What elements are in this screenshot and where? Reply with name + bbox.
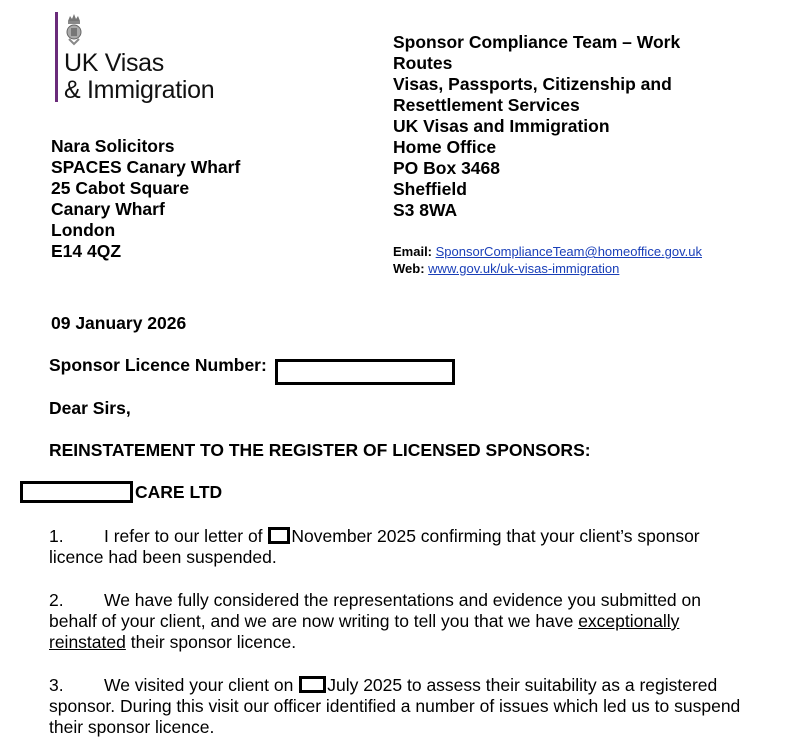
royal-crest-icon xyxy=(63,12,85,46)
company-suffix: CARE LTD xyxy=(135,482,223,502)
letter-date: 09 January 2026 xyxy=(51,313,187,333)
paragraph-text: July 2025 to assess their suitability as a registered sponsor. During this visit our officer identified a number of issues which led us to suspend their sponsor licence. xyxy=(49,675,741,737)
licence-label: Sponsor Licence Number: xyxy=(49,355,267,375)
sender-line: Visas, Passports, Citizenship and xyxy=(393,74,672,94)
paragraph-text: I refer to our letter of xyxy=(104,526,268,546)
salutation: Dear Sirs, xyxy=(49,398,131,418)
paragraph-number: 1. xyxy=(49,526,64,546)
paragraph-number: 3. xyxy=(49,675,64,695)
paragraph-text: their sponsor licence. xyxy=(125,632,297,652)
paragraph-text: We have fully considered the representations and evidence you submitted on behalf of your client, and we are now writing to tell you that we have xyxy=(49,590,701,631)
web-label: Web: xyxy=(393,261,425,276)
sender-line: Sponsor Compliance Team – Work xyxy=(393,32,681,52)
sender-line: S3 8WA xyxy=(393,200,458,220)
sender-line: Sheffield xyxy=(393,179,467,199)
recipient-line: Canary Wharf xyxy=(51,199,165,219)
email-label: Email: xyxy=(393,244,433,259)
sender-address xyxy=(393,32,733,221)
sender-line: PO Box 3468 xyxy=(393,158,500,178)
paragraph-text: November 2025 confirming that your client’s sponsor licence had been suspended. xyxy=(49,526,700,567)
underlined-text: exceptionally reinstated xyxy=(49,611,680,652)
paragraph-2 xyxy=(49,590,749,653)
redaction-box-date xyxy=(299,676,326,693)
recipient-line: E14 4QZ xyxy=(51,241,122,261)
email-link[interactable]: SponsorComplianceTeam@homeoffice.gov.uk xyxy=(435,244,702,259)
redaction-box-date xyxy=(268,527,290,544)
logo-line-2: & Immigration xyxy=(64,76,215,104)
paragraph-number: 2. xyxy=(49,590,64,610)
redaction-box-company-name xyxy=(20,481,133,503)
paragraph-1 xyxy=(49,526,749,568)
sender-line: Routes xyxy=(393,53,453,73)
logo-text xyxy=(64,50,214,104)
sender-line: Resettlement Services xyxy=(393,95,580,115)
redaction-box-licence-number xyxy=(275,359,455,385)
logo-bar xyxy=(55,12,58,102)
contact-info xyxy=(393,243,702,277)
web-row xyxy=(393,260,702,277)
recipient-line: Nara Solicitors xyxy=(51,136,175,156)
recipient-address xyxy=(51,136,240,262)
web-link[interactable]: www.gov.uk/uk-visas-immigration xyxy=(428,261,620,276)
sender-line: UK Visas and Immigration xyxy=(393,116,610,136)
recipient-line: London xyxy=(51,220,116,240)
recipient-line: SPACES Canary Wharf xyxy=(51,157,241,177)
paragraph-text: We visited your client on xyxy=(104,675,299,695)
email-row xyxy=(393,243,702,260)
paragraph-3 xyxy=(49,675,749,738)
letter-heading: REINSTATEMENT TO THE REGISTER OF LICENSED SPONSORS: xyxy=(49,440,591,460)
recipient-line: 25 Cabot Square xyxy=(51,178,190,198)
logo-line-1: UK Visas xyxy=(64,49,164,77)
sender-line: Home Office xyxy=(393,137,497,157)
